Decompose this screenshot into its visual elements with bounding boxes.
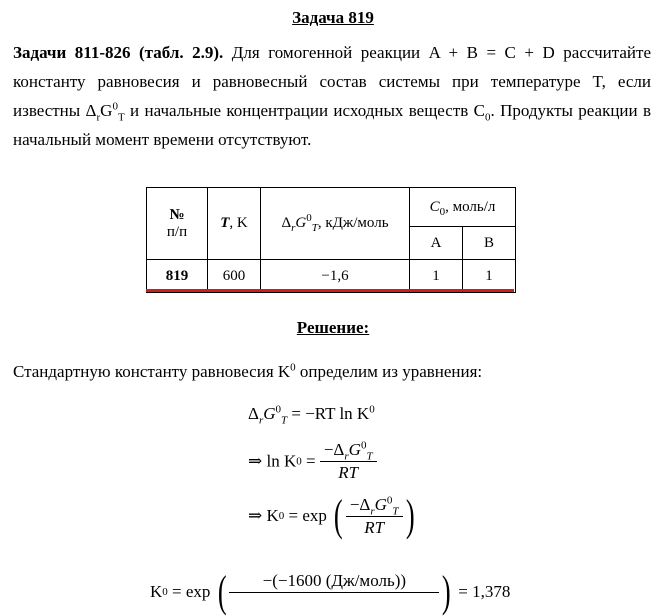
data-table (146, 187, 516, 293)
solution-heading: Решение: (296, 318, 370, 337)
header-B: B (463, 227, 516, 260)
problem-title: Задача 819 (292, 8, 374, 27)
cell-B: 1 (463, 260, 516, 293)
problem-statement: Задачи 811-826 (табл. 2.9). Для гомогенной реакции A + B = C + D рассчитайте константу равновесия и равновесный состав системы при температуре T, если известны $\Delta_rG^0_T$ и начальные концентрации исходных веществ $C_0$. Продукты реакции в начальный момент времени отсутствуют. (13, 43, 652, 149)
cell-number: 819 (147, 260, 208, 293)
equation-4: K0 = exp ( −(−1600 (Дж/моль)) ) = 1,378 (150, 567, 511, 616)
problem-lead: Задачи 811-826 (табл. 2.9). (13, 43, 224, 62)
cell-gibbs: −1,6 (261, 260, 410, 293)
header-number: № п/п (147, 188, 208, 260)
table-underline (146, 289, 514, 292)
header-gibbs: $\Delta_rG^0_T$, кДж/моль (261, 188, 410, 260)
cell-A: 1 (410, 260, 463, 293)
header-A: A (410, 227, 463, 260)
cell-temperature: 600 (208, 260, 261, 293)
header-temperature: T, K (208, 188, 261, 260)
equation-3: ⇒ K0 = exp ( $\frac{-\Delta_rG^0_T}{RT}$ ) (248, 491, 415, 540)
equation-1: $\Delta_rG^0_T = -RT$ $\ln K^0$ (248, 403, 375, 427)
table-row (147, 260, 516, 293)
header-concentration: $C_0$, моль/л (410, 188, 516, 227)
solution-intro: Стандартную константу равновесия $K^0$ определим из уравнения: (13, 361, 483, 381)
equation-2: ⇒ ln K0 = $\frac{-\Delta_rG^0_T}{RT}$ (248, 440, 377, 483)
